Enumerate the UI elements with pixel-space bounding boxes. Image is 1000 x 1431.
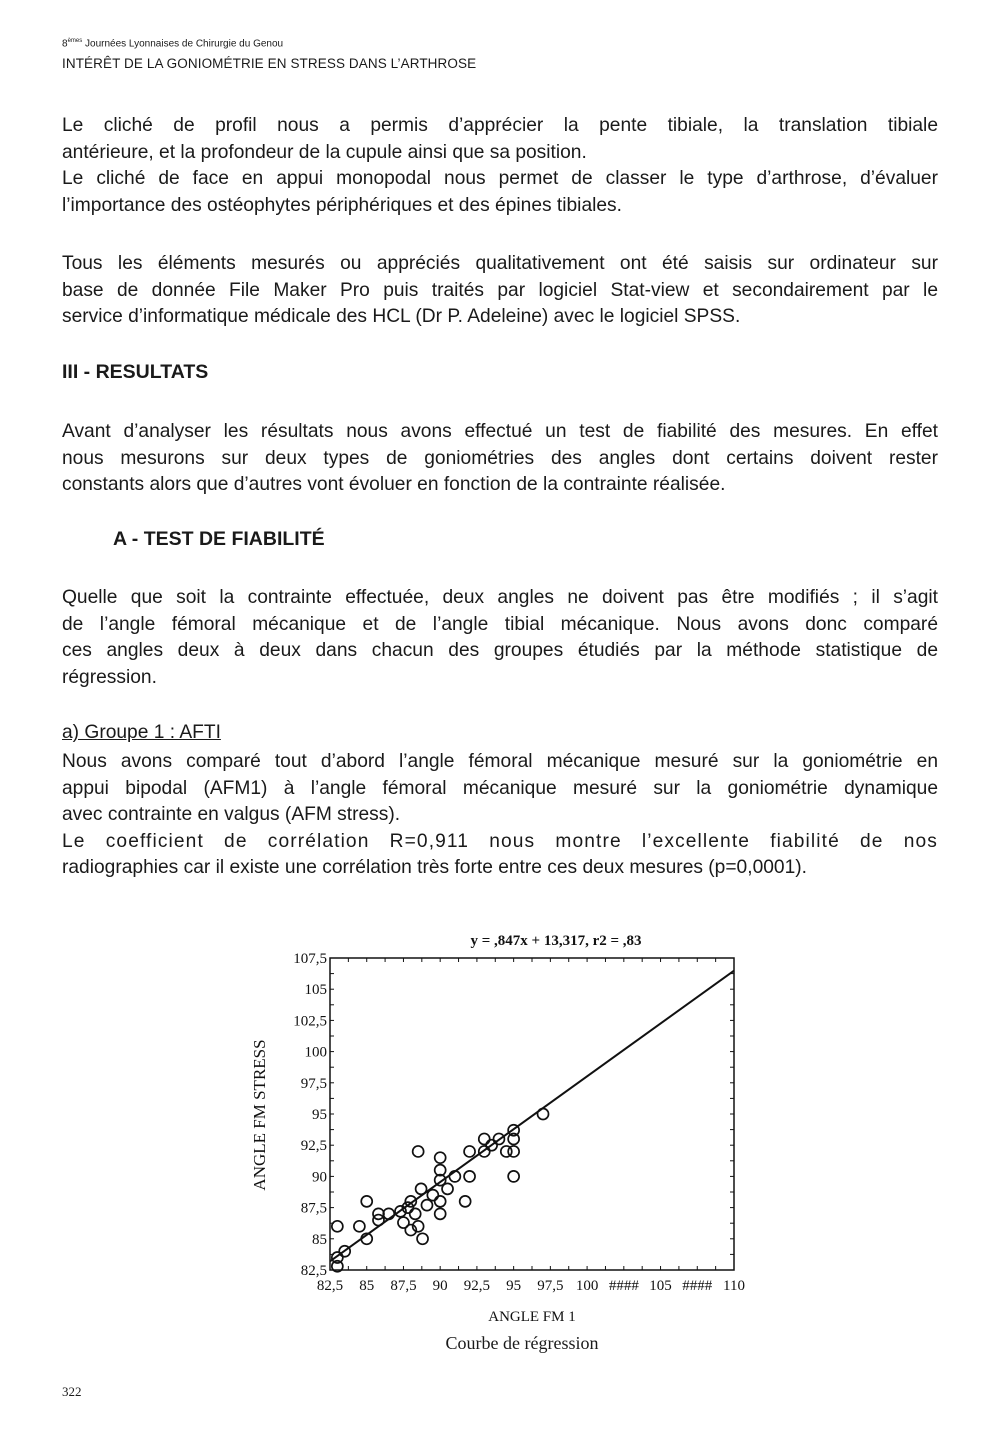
x-tick-label: 92,5 — [463, 1278, 491, 1294]
running-header-title: INTÉRÊT DE LA GONIOMÉTRIE EN STRESS DANS L’ARTHROSE — [62, 56, 477, 71]
y-axis-label: ANGLE FM STRESS — [250, 1039, 269, 1191]
text-line: Quelle que soit la contrainte effectuée, deux angles ne doivent pas être modifiés ; il s’agit — [62, 587, 938, 608]
text-line: Le coefficient de corrélation R=0,911 nous montre l’excellente fiabilité de nos — [62, 830, 938, 852]
plot-frame — [330, 958, 734, 1270]
paragraph-intro-results — [62, 419, 938, 499]
chart-title: y = ,847x + 13,317, r2 = ,83 — [470, 933, 642, 949]
data-point — [354, 1221, 365, 1232]
text-line: Le cliché de face en appui monopodal nous permet de classer le type d’arthrose, d’évaluer — [62, 168, 938, 189]
y-tick-label: 105 — [304, 982, 327, 999]
data-point — [410, 1208, 421, 1219]
data-point — [508, 1171, 519, 1182]
text-line: Nous avons comparé tout d’abord l’angle fémoral mécanique mesuré sur la goniométrie en — [62, 751, 938, 772]
text-line: avec contrainte en valgus (AFM stress). — [62, 804, 401, 825]
data-point — [435, 1196, 446, 1207]
text-line: radiographies car il existe une corrélation très forte entre ces deux mesures (p=0,0001). — [62, 857, 807, 878]
y-tick-label: 95 — [312, 1107, 327, 1123]
y-tick-label: 102,5 — [293, 1013, 327, 1030]
text-line: service d’informatique médicale des HCL (Dr P. Adeleine) avec le logiciel SPSS. — [62, 306, 741, 327]
text-line: appui bipodal (AFM1) à l’angle fémoral mécanique mesuré sur la goniométrie dynamique — [62, 777, 938, 799]
y-tick-label: 90 — [312, 1169, 327, 1186]
data-point — [508, 1146, 519, 1157]
data-point — [479, 1133, 490, 1144]
group-title: a) Groupe 1 : AFTI — [62, 722, 221, 743]
x-axis-label: ANGLE FM 1 — [488, 1309, 576, 1325]
paragraph-profil — [62, 113, 938, 219]
data-point — [460, 1196, 471, 1207]
text-line: l’importance des ostéophytes périphériques et des épines tibiales. — [62, 194, 622, 216]
data-point — [332, 1221, 343, 1232]
x-tick-label: 100 — [575, 1278, 599, 1294]
page-number: 322 — [62, 1384, 82, 1399]
text-line: base de donnée File Maker Pro puis traités par logiciel Stat-view et secondairement par le — [62, 279, 938, 301]
data-point — [421, 1200, 432, 1211]
data-point — [435, 1208, 446, 1219]
paragraph-angles — [62, 585, 938, 691]
text-line: Tous les éléments mesurés ou appréciés qualitativement ont été saisis sur ordinateur sur — [62, 253, 938, 274]
text-line: Le cliché de profil nous a permis d’apprécier la pente tibiale, la translation tibiale — [62, 115, 938, 136]
data-point — [427, 1190, 438, 1201]
x-tick-label: 87,5 — [390, 1278, 417, 1294]
x-tick-label: 95 — [506, 1278, 522, 1294]
subsection-title: A - TEST DE FIABILITÉ — [113, 528, 325, 550]
x-tick-label: 97,5 — [537, 1278, 564, 1294]
running-header-conference: 8èmes Journées Lyonnaises de Chirurgie du Genou — [62, 38, 284, 50]
x-tick-label: 82,5 — [316, 1278, 344, 1294]
regression-line — [330, 971, 734, 1262]
text-line: Avant d’analyser les résultats nous avons effectué un test de fiabilité des mesures. En effet — [62, 421, 938, 442]
data-point — [435, 1152, 446, 1163]
x-tick-label: 110 — [723, 1278, 745, 1294]
text-line: régression. — [62, 666, 157, 688]
x-tick-label: 85 — [359, 1278, 375, 1294]
y-tick-label: 92,5 — [300, 1138, 327, 1155]
text-line: constants alors que d’autres vont évoluer en fonction de la contrainte réalisée. — [62, 474, 726, 495]
data-point — [464, 1146, 475, 1157]
data-point — [538, 1109, 549, 1120]
data-point — [383, 1208, 394, 1219]
data-point — [442, 1183, 453, 1194]
data-point — [416, 1183, 427, 1194]
data-point — [413, 1146, 424, 1157]
y-tick-label: 100 — [304, 1044, 327, 1061]
regression-chart — [240, 920, 760, 1332]
data-point — [361, 1196, 372, 1207]
text-line: nous mesurons sur deux types de goniométries des angles dont certains doivent rester — [62, 447, 938, 469]
x-tick-label: 105 — [649, 1278, 672, 1294]
y-tick-label: 87,5 — [300, 1200, 327, 1217]
y-tick-label: 97,5 — [300, 1075, 327, 1092]
figure-caption: Courbe de régression — [445, 1333, 599, 1353]
section-title: III - RESULTATS — [62, 361, 209, 383]
text-line: ces angles deux à deux dans chacun des groupes étudiés par la méthode statistique de — [62, 640, 938, 661]
data-point — [464, 1171, 475, 1182]
y-tick-label: 107,5 — [293, 951, 327, 967]
y-tick-label: 82,5 — [300, 1263, 327, 1279]
x-tick-label: #### — [682, 1278, 713, 1294]
text-line: antérieure, et la profondeur de la cupule ainsi que sa position. — [62, 141, 587, 163]
data-point — [417, 1233, 428, 1244]
text-line: de l’angle fémoral mécanique et de l’angle tibial mécanique. Nous avons donc comparé — [62, 613, 938, 635]
x-tick-label: 90 — [432, 1278, 448, 1294]
paragraph-software — [62, 251, 938, 331]
x-tick-label: #### — [608, 1278, 639, 1294]
paragraph-afm — [62, 749, 938, 882]
y-tick-label: 85 — [312, 1231, 327, 1248]
